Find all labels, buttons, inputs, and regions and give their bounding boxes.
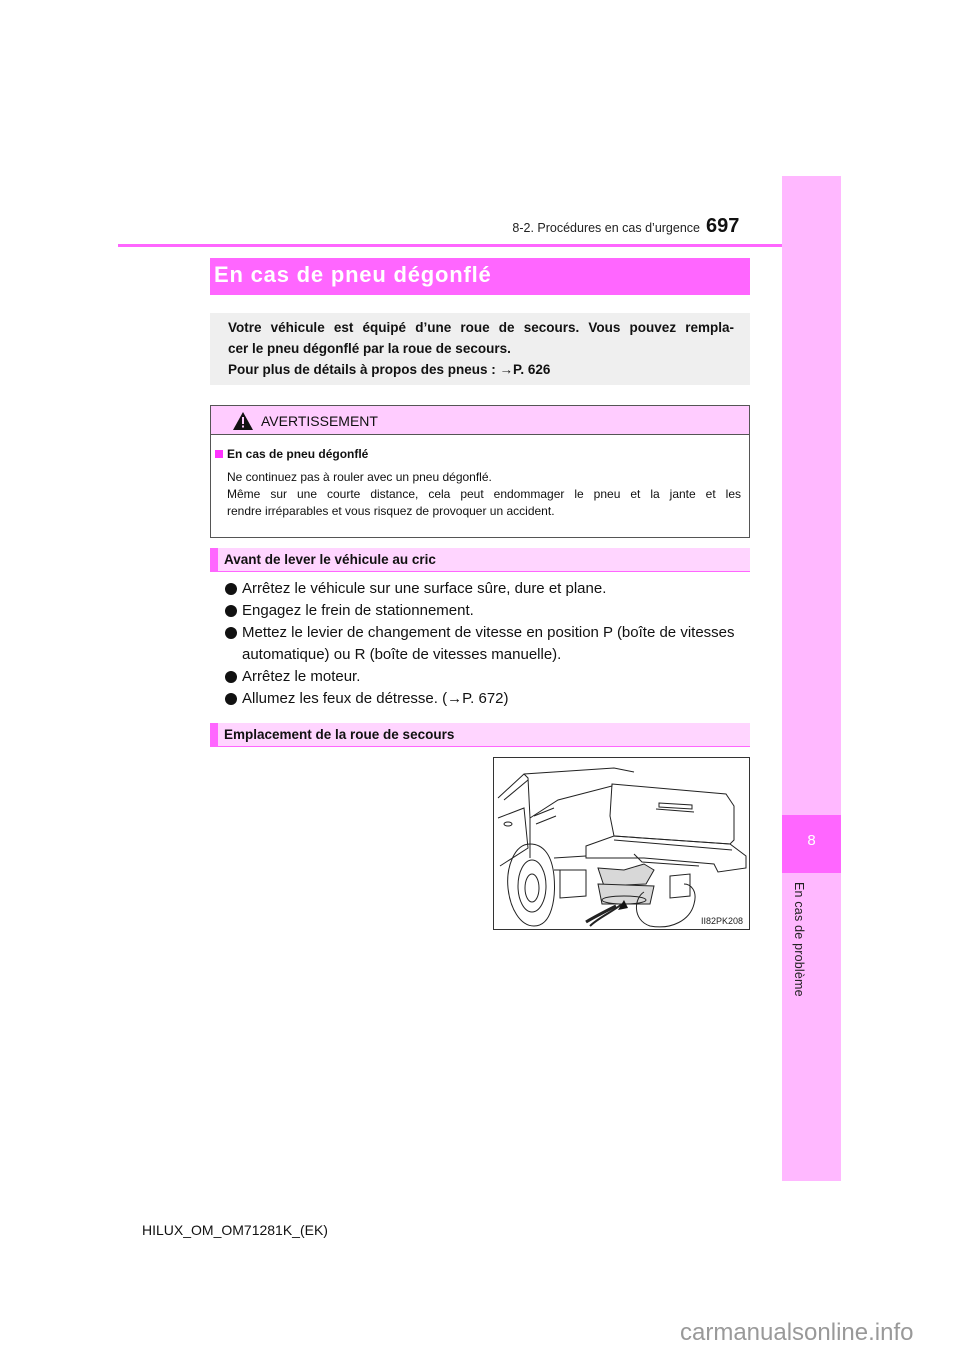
header-divider (118, 244, 841, 247)
bullet-icon (225, 671, 237, 683)
section-heading-label: Emplacement de la roue de secours (224, 727, 455, 742)
spare-tire-location-figure (493, 757, 750, 930)
section-breadcrumb: 8-2. Procédures en cas d’urgence (512, 221, 700, 235)
section-heading-jacking (210, 548, 750, 572)
warning-box (210, 405, 750, 538)
square-bullet-icon (215, 450, 223, 458)
warning-text: Même sur une courte distance, cela peut endommager le pneu et la jante et les (227, 487, 741, 501)
bullet-icon (225, 583, 237, 595)
warning-text: rendre irréparables et vous risquez de provoquer un accident. (227, 504, 555, 518)
page-title: En cas de pneu dégonflé (214, 262, 492, 287)
section-accent-bar (210, 548, 218, 572)
chapter-side-tab (782, 176, 841, 1181)
bullet-icon (225, 605, 237, 617)
document-code: HILUX_OM_OM71281K_(EK) (142, 1222, 328, 1238)
warning-subtitle: En cas de pneu dégonflé (227, 447, 369, 461)
intro-line: cer le pneu dégonflé par la roue de secours. (228, 341, 511, 356)
chapter-label: En cas de problème (792, 882, 806, 997)
intro-line: Votre véhicule est équipé d’une roue de secours. Vous pouvez rempla- (228, 320, 734, 335)
section-accent-bar (210, 723, 218, 747)
page-number: 697 (706, 215, 740, 237)
warning-text: Ne continuez pas à rouler avec un pneu dégonflé. (227, 470, 492, 484)
section-heading-spare-location (210, 723, 750, 747)
warning-title: AVERTISSEMENT (261, 413, 378, 429)
warning-triangle-icon (233, 412, 253, 430)
intro-link-line: Pour plus de détails à propos des pneus : →P. 626 (228, 362, 551, 377)
section-heading-label: Avant de lever le véhicule au cric (224, 552, 436, 567)
figure-code: II82PK208 (700, 916, 743, 926)
pickup-truck-illustration (494, 758, 750, 930)
warning-header (211, 406, 749, 435)
bullet-icon (225, 693, 237, 705)
chapter-number: 8 (807, 832, 816, 849)
watermark: carmanualsonline.info (680, 1319, 914, 1346)
bullet-icon (225, 627, 237, 639)
